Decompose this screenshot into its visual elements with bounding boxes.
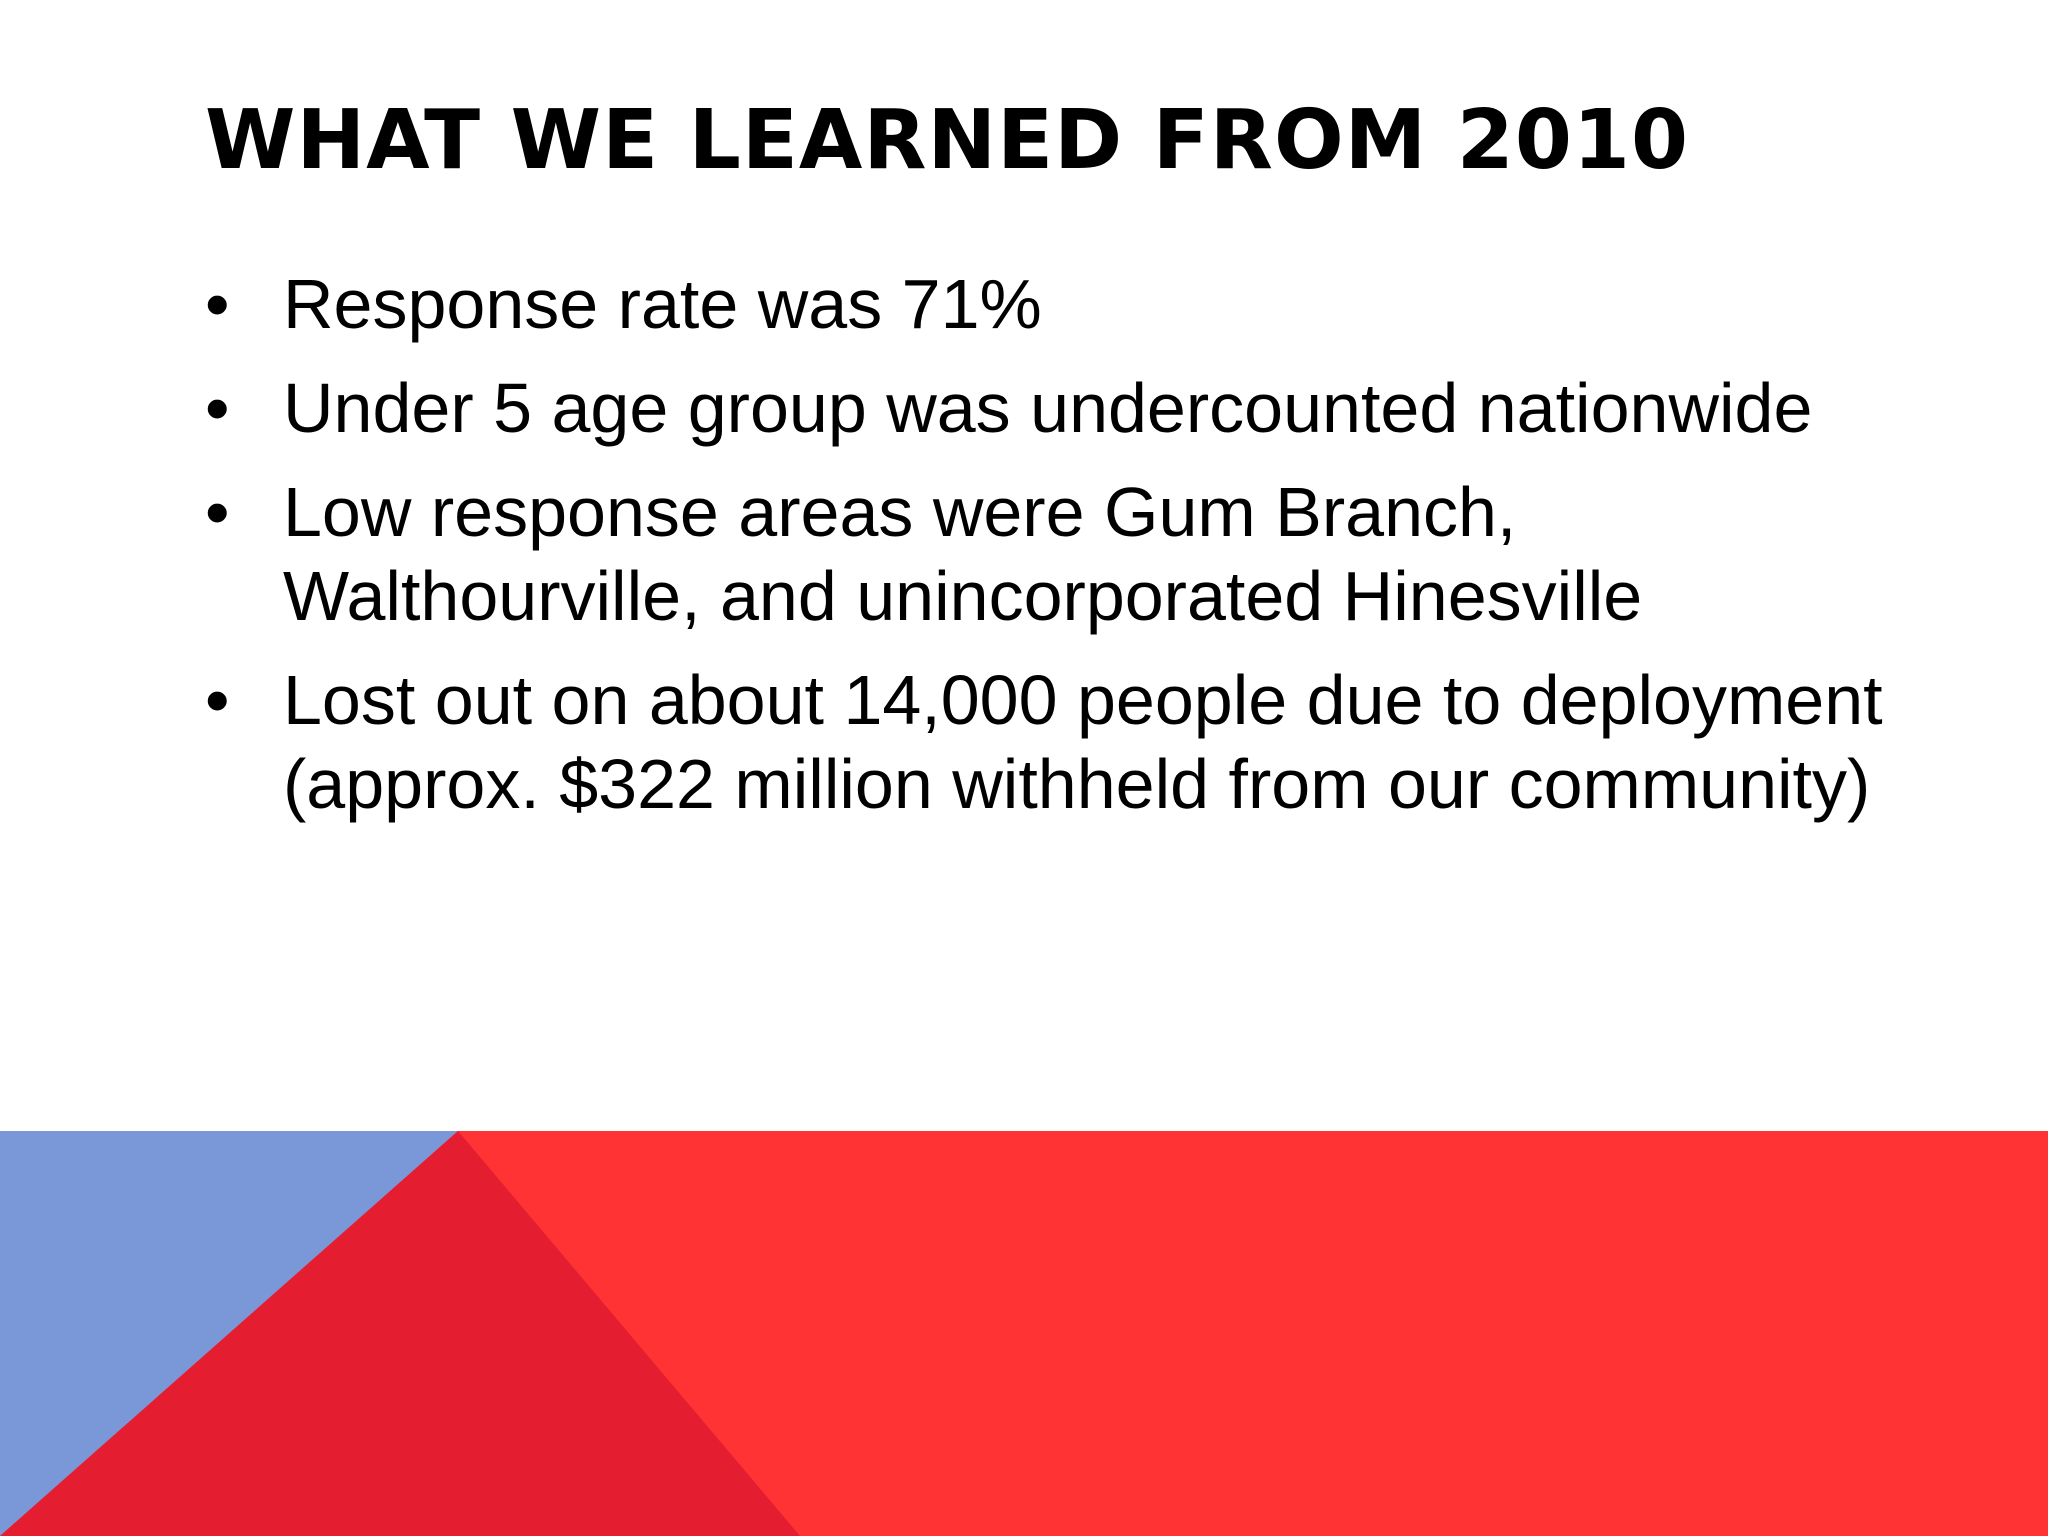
bullet-text-continued: Walthourville, and unincorporated Hinesville: [283, 557, 1643, 635]
slide-title: WHAT WE LEARNED FROM 2010: [205, 93, 1690, 188]
bullet-item: [205, 470, 1905, 638]
bullet-text: Low response areas were Gum Branch,: [283, 473, 1517, 551]
bullet-item: [205, 658, 1905, 826]
bullet-item: [205, 262, 1905, 346]
bullet-text: Under 5 age group was undercounted nationwide: [283, 369, 1813, 447]
bullet-text: Response rate was 71%: [283, 265, 1042, 343]
bullet-text: Lost out on about 14,000 people due to deployment: [283, 661, 1883, 739]
decorative-footer-band: [0, 1131, 2048, 1536]
bullet-text-continued: (approx. $322 million withheld from our community): [283, 745, 1871, 823]
bullet-dot-icon: •: [205, 661, 230, 739]
bullet-dot-icon: •: [205, 265, 230, 343]
bullet-dot-icon: •: [205, 369, 230, 447]
bullet-list: [205, 262, 1905, 846]
bullet-item: [205, 366, 1905, 450]
bullet-dot-icon: •: [205, 473, 230, 551]
